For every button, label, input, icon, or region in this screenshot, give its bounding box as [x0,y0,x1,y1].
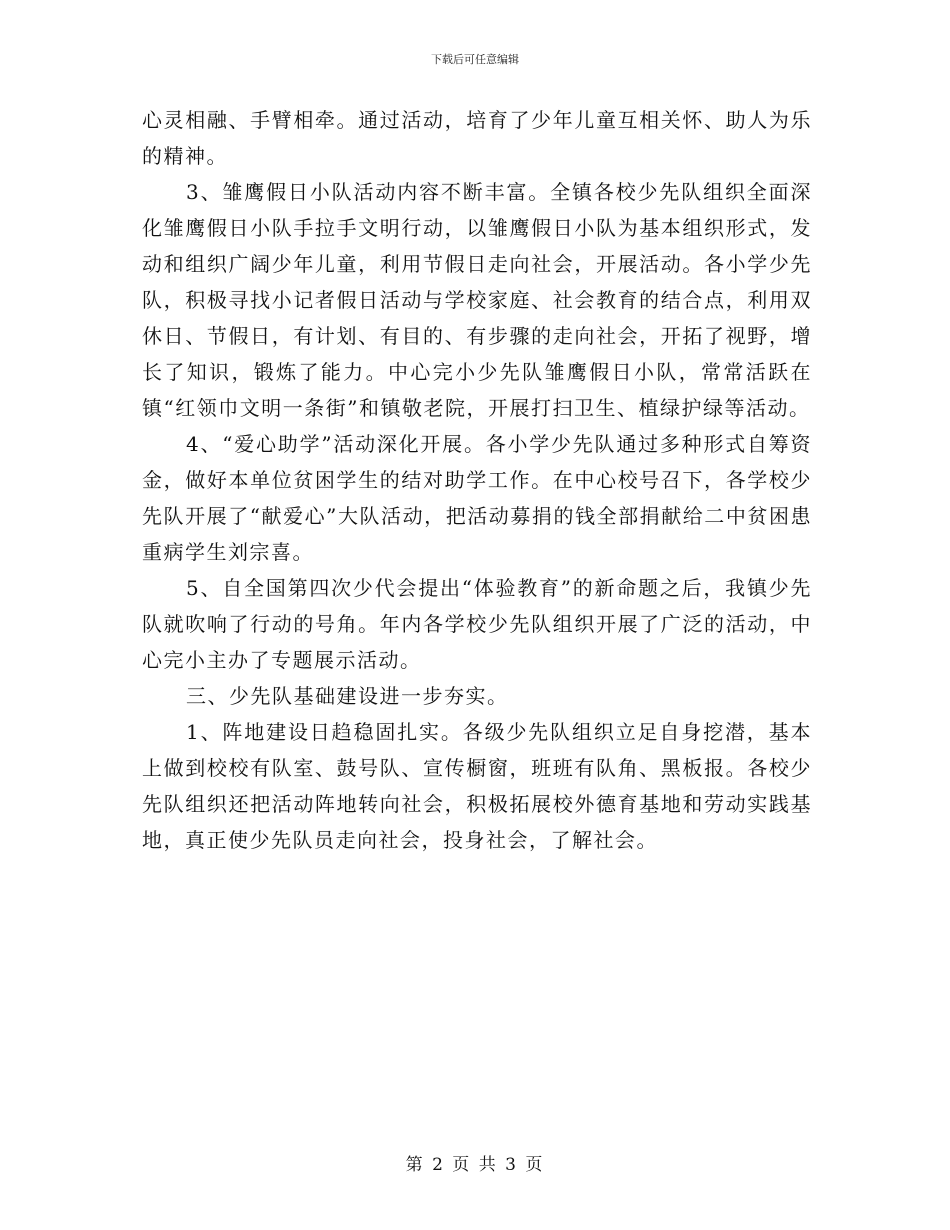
paragraph: 5、自全国第四次少代会提出“体验教育”的新命题之后，我镇少先队就吹响了行动的号角。年内各学校少先队组织开展了广泛的活动，中心完小主办了专题展示活动。 [142,576,812,672]
document-body [142,102,812,858]
paragraph: 4、“爱心助学”活动深化开展。各小学少先队通过多种形式自筹资金，做好本单位贫困学生的结对助学工作。在中心校号召下，各学校少先队开展了“献爱心”大队活动，把活动募捐的钱全部捐献给二中贫困患重病学生刘宗喜。 [142,432,812,564]
page-header: 下载后可任意编辑 [431,53,519,66]
paragraph: 3、雏鹰假日小队活动内容不断丰富。全镇各校少先队组织全面深化雏鹰假日小队手拉手文明行动，以雏鹰假日小队为基本组织形式，发动和组织广阔少年儿童，利用节假日走向社会，开展活动。各小学少先队，积极寻找小记者假日活动与学校家庭、社会教育的结合点，利用双休日、节假日，有计划、有目的、有步骤的走向社会，开拓了视野，增长了知识，锻炼了能力。中心完小少先队雏鹰假日小队，常常活跃在镇“红领巾文明一条街”和镇敬老院，开展打扫卫生、植绿护绿等活动。 [142,180,812,420]
page-number: 第 2 页 共 3 页 [405,1155,545,1175]
paragraph: 1、阵地建设日趋稳固扎实。各级少先队组织立足自身挖潜，基本上做到校校有队室、鼓号队、宣传橱窗，班班有队角、黑板报。各校少先队组织还把活动阵地转向社会，积极拓展校外德育基地和劳动实践基地，真正使少先队员走向社会，投身社会，了解社会。 [142,720,812,852]
paragraph: 心灵相融、手臂相牵。通过活动，培育了少年儿童互相关怀、助人为乐的精神。 [142,108,812,168]
section-heading: 三、少先队基础建设进一步夯实。 [186,684,509,708]
